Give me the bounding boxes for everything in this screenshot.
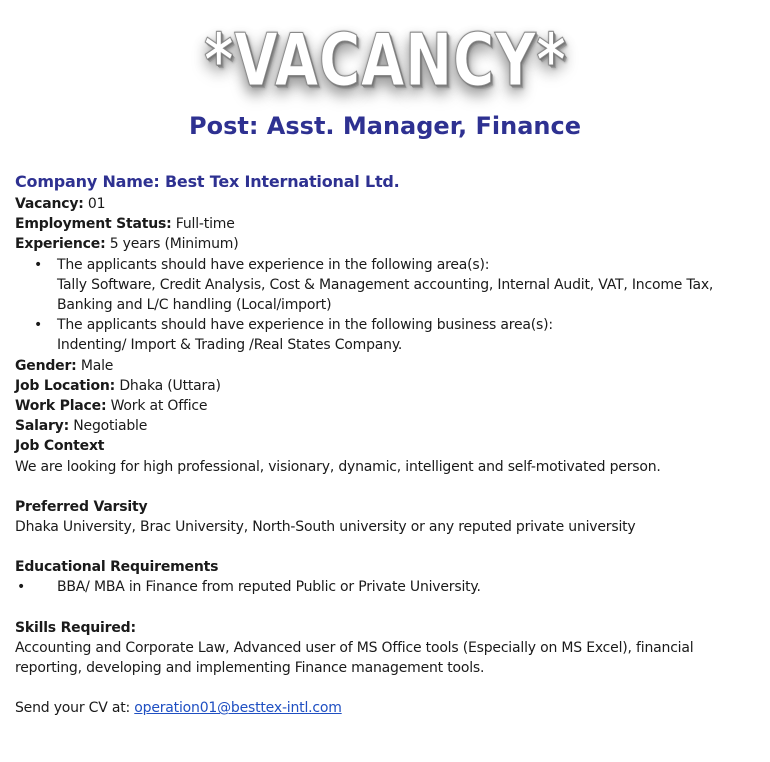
vacancy-row <box>15 194 760 214</box>
vacancy-value: 01 <box>83 196 106 212</box>
vacancy-banner <box>0 14 770 118</box>
salary-row <box>15 416 760 436</box>
experience-list <box>15 255 760 356</box>
gender-row <box>15 356 760 376</box>
gender-label: Gender: <box>15 357 77 374</box>
vacancy-label: Vacancy: <box>15 196 84 212</box>
list-item <box>15 315 760 355</box>
experience-row <box>15 234 760 254</box>
education-heading: Educational Requirements <box>15 559 219 576</box>
spacer <box>15 678 760 698</box>
bullet-icon: • <box>34 317 43 334</box>
salary-label: Salary: <box>15 418 70 435</box>
company-name <box>15 170 760 194</box>
cv-email-link[interactable]: operation01@besttex-intl.com <box>134 700 342 717</box>
salary-value: Negotiable <box>69 418 148 435</box>
skills-heading: Skills Required: <box>15 619 136 636</box>
varsity-heading: Preferred Varsity <box>15 498 148 515</box>
bullet-line: The applicants should have experience in the following business area(s): <box>57 317 553 334</box>
bullet-detail: Tally Software, Credit Analysis, Cost & Management accounting, Internal Audit, VAT, Income Tax, Banking and L/C handling (Local/import) <box>57 276 714 314</box>
company-label: Company Name: <box>15 172 165 191</box>
bullet-icon: • <box>34 256 43 273</box>
workplace-label: Work Place: <box>15 398 107 415</box>
experience-label: Experience: <box>15 236 106 253</box>
bullet-detail: Indenting/ Import & Trading /Real States Company. <box>57 337 403 354</box>
job-context-heading: Job Context <box>15 438 105 455</box>
send-cv-label: Send your CV at: <box>15 700 135 717</box>
employment-value: Full-time <box>171 216 235 233</box>
skills-text: Accounting and Corporate Law, Advanced user of MS Office tools (Especially on MS Excel), financial reporting, developing and implementing Finance management tools. <box>15 639 694 677</box>
post-title: Post: Asst. Manager, Finance <box>189 112 581 140</box>
workplace-row <box>15 396 760 416</box>
spacer <box>15 477 760 497</box>
send-cv-row <box>15 698 760 718</box>
employment-label: Employment Status: <box>15 216 172 233</box>
location-label: Job Location: <box>15 377 116 394</box>
experience-value: 5 years (Minimum) <box>105 236 239 253</box>
job-context-text: We are looking for high professional, visionary, dynamic, intelligent and self-motivated person. <box>15 458 661 475</box>
location-row <box>15 376 760 396</box>
list-item <box>15 255 760 316</box>
education-item: BBA/ MBA in Finance from reputed Public or Private University. <box>57 579 481 596</box>
location-value: Dhaka (Uttara) <box>115 377 221 394</box>
workplace-value: Work at Office <box>106 398 208 415</box>
employment-row <box>15 214 760 234</box>
gender-value: Male <box>76 357 114 374</box>
spacer <box>15 537 760 557</box>
vacancy-banner-text: *VACANCY* <box>203 18 567 102</box>
bullet-line: The applicants should have experience in the following area(s): <box>57 256 490 273</box>
list-item <box>15 577 760 597</box>
education-list <box>15 577 760 597</box>
job-details <box>15 170 760 718</box>
company-value: Best Tex International Ltd. <box>164 172 400 191</box>
varsity-text: Dhaka University, Brac University, North-South university or any reputed private university <box>15 519 636 536</box>
bullet-icon: • <box>17 579 26 596</box>
spacer <box>15 598 760 618</box>
